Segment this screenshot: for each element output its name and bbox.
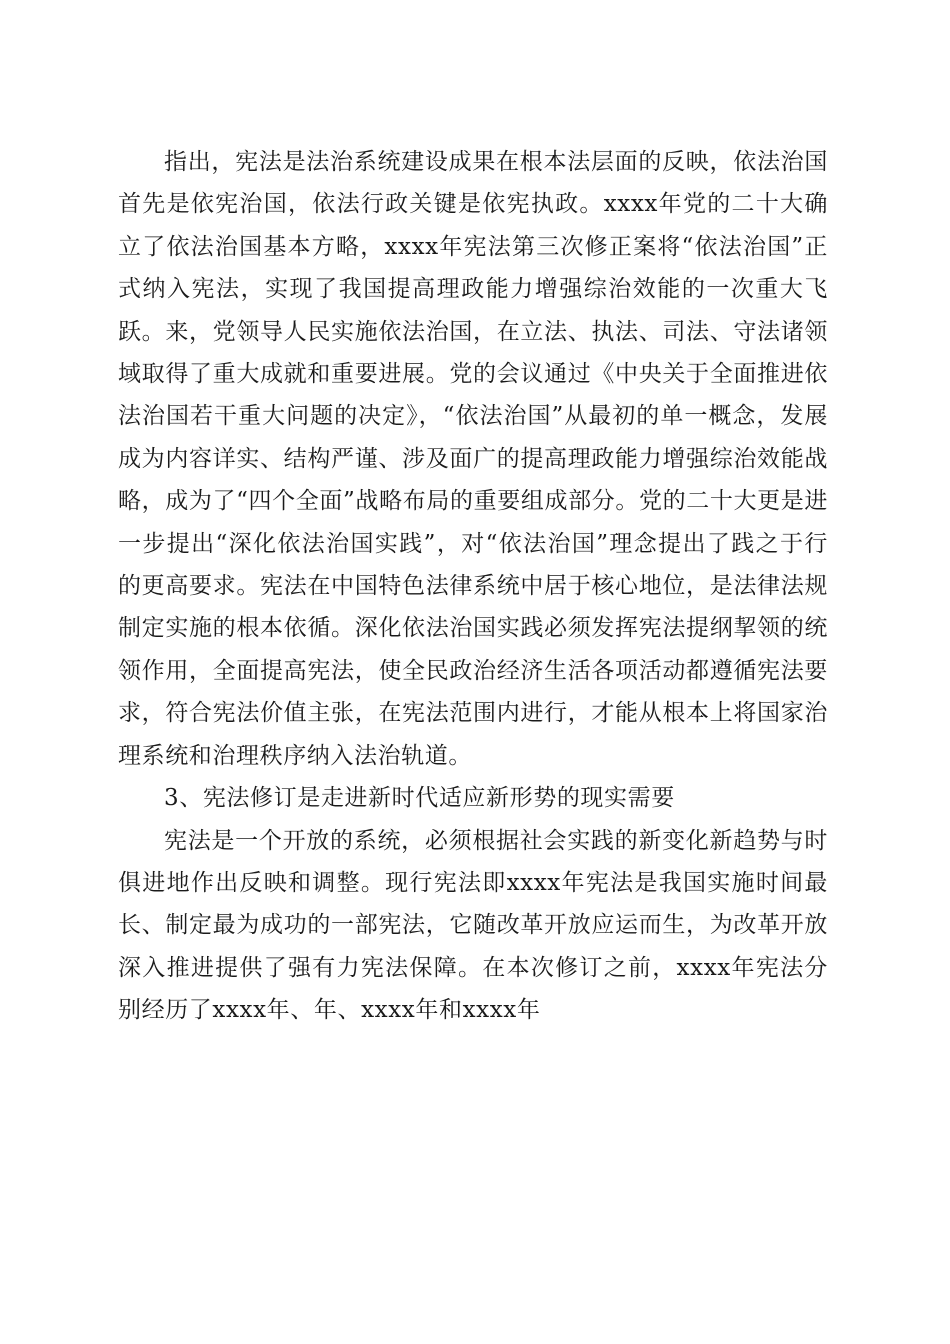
body-paragraph-1: 指出，宪法是法治系统建设成果在根本法层面的反映，依法治国首先是依宪治国，依法行政关键是依宪执政。xxxx年党的二十大确立了依法治国基本方略，xxxx年宪法第三次修正案将“依法治国”正式纳入宪法，实现了我国提高理政能力增强综治效能的一次重大飞跃。来，党领导人民实施依法治国，在立法、执法、司法、守法诸领域取得了重大成就和重要进展。党的会议通过《中央关于全面推进依法治国若干重大问题的决定》，“依法治国”从最初的单一概念，发展成为内容详实、结构严谨、涉及面广的提高理政能力增强综治效能战略，成为了“四个全面”战略布局的重要组成部分。党的二十大更是进一步提出“深化依法治国实践”，对“依法治国”理念提出了践之于行的更高要求。宪法在中国特色法律系统中居于核心地位，是法律法规制定实施的根本依循。深化依法治国实践必须发挥宪法提纲挈领的统领作用，全面提高宪法，使全民政治经济生活各项活动都遵循宪法要求，符合宪法价值主张，在宪法范围内进行，才能从根本上将国家治理系统和治理秩序纳入法治轨道。 (118, 149, 828, 769)
document-body (118, 141, 828, 1032)
body-paragraph-2: 宪法是一个开放的系统，必须根据社会实践的新变化新趋势与时俱进地作出反映和调整。现行宪法即xxxx年宪法是我国实施时间最长、制定最为成功的一部宪法，它随改革开放应运而生，为改革开放深入推进提供了强有力宪法保障。在本次修订之前，xxxx年宪法分别经历了xxxx年、年、xxxx年和xxxx年 (118, 827, 828, 1024)
section-heading: 3、宪法修订是走进新时代适应新形势的现实需要 (164, 785, 675, 812)
